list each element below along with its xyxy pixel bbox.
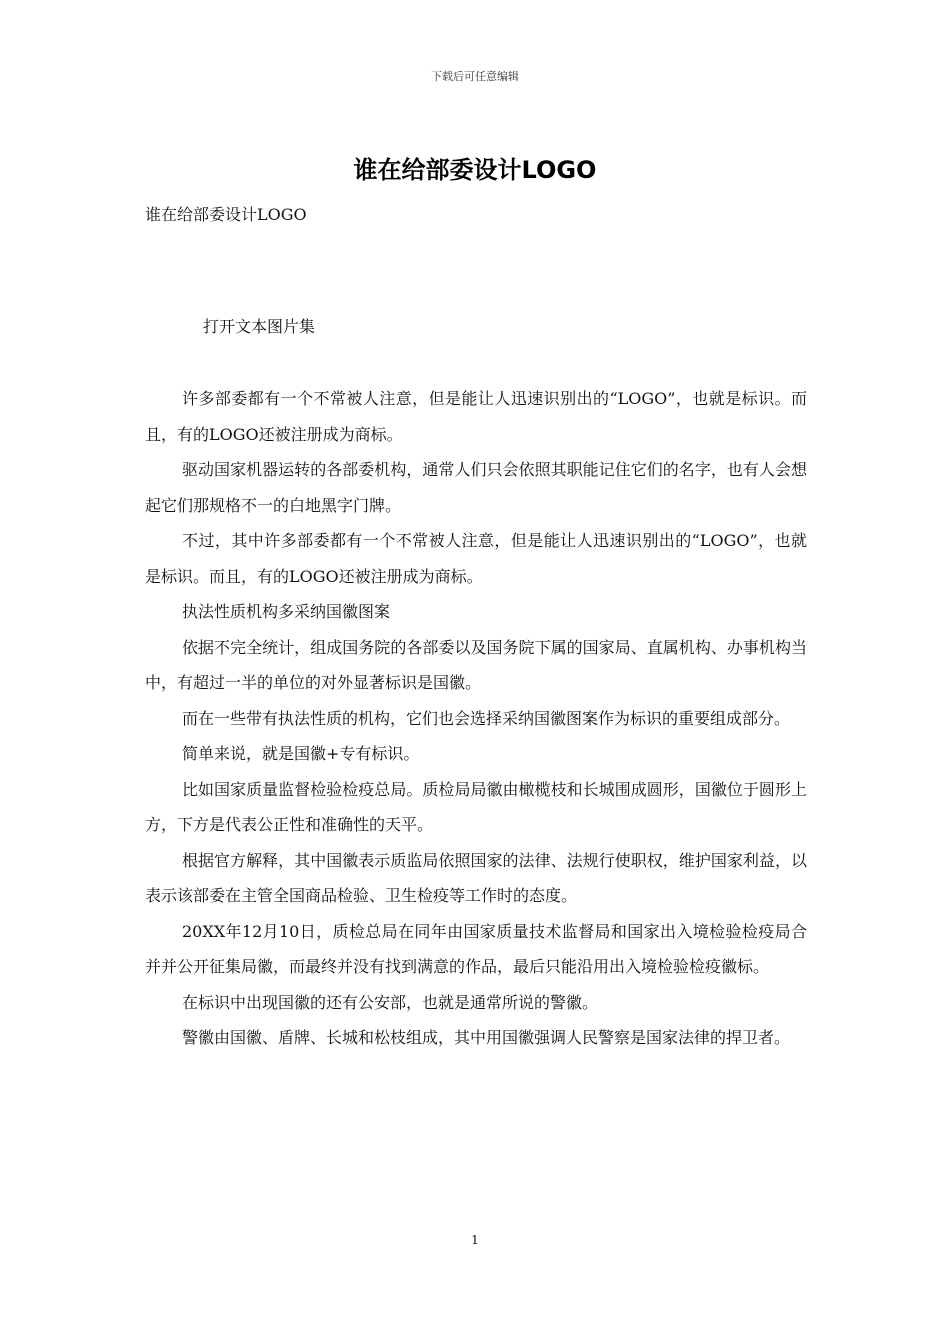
paragraph: 根据官方解释，其中国徽表示质监局依照国家的法律、法规行使职权，维护国家利益，以表示该部委在主管全国商品检验、卫生检疫等工作时的态度。: [145, 850, 807, 905]
paragraph: 不过，其中许多部委都有一个不常被人注意，但是能让人迅速识别出的“LOGO”，也就是标识。而且，有的LOGO还被注册成为商标。: [145, 531, 807, 586]
document-title: 谁在给部委设计LOGO: [353, 156, 597, 184]
paragraph: 驱动国家机器运转的各部委机构，通常人们只会依照其职能记住它们的名字，也有人会想起它们那规格不一的白地黑字门牌。: [145, 460, 807, 515]
paragraph: 20XX年12月10日，质检总局在同年由国家质量技术监督局和国家出入境检验检疫局合并并公开征集局徽，而最终并没有找到满意的作品，最后只能沿用出入境检验检疫徽标。: [145, 921, 807, 976]
document-body: [145, 381, 807, 1056]
paragraph: 警徽由国徽、盾牌、长城和松枝组成，其中用国徽强调人民警察是国家法律的捍卫者。: [182, 1028, 791, 1047]
paragraph: 简单来说，就是国徽+专有标识。: [182, 744, 420, 763]
paragraph: 依据不完全统计，组成国务院的各部委以及国务院下属的国家局、直属机构、办事机构当中，有超过一半的单位的对外显著标识是国徽。: [145, 637, 807, 692]
page-number: 1: [471, 1233, 479, 1247]
paragraph: 比如国家质量监督检验检疫总局。质检局局徽由橄榄枝和长城围成圆形，国徽位于圆形上方，下方是代表公正性和准确性的天平。: [145, 779, 807, 834]
paragraph: 而在一些带有执法性质的机构，它们也会选择采纳国徽图案作为标识的重要组成部分。: [182, 708, 791, 728]
section-heading: 执法性质机构多采纳国徽图案: [182, 602, 391, 621]
image-gallery-link[interactable]: 打开文本图片集: [203, 317, 316, 336]
document-subtitle: 谁在给部委设计LOGO: [145, 205, 307, 224]
paragraph: 许多部委都有一个不常被人注意，但是能让人迅速识别出的“LOGO”，也就是标识。而且，有的LOGO还被注册成为商标。: [145, 389, 807, 444]
paragraph: 在标识中出现国徽的还有公安部，也就是通常所说的警徽。: [182, 992, 599, 1012]
header-note: 下载后可任意编辑: [431, 70, 519, 83]
